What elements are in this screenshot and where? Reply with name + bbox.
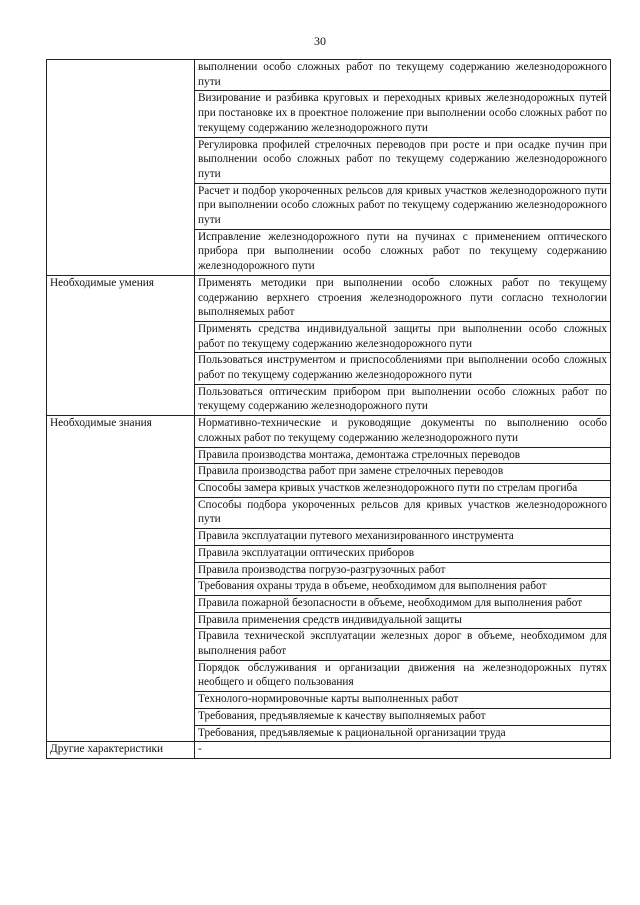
item-cell: Способы замера кривых участков железнодорожного пути по стрелам прогиба: [195, 480, 611, 497]
page-number: 30: [314, 34, 326, 48]
item-cell: Требования, предъявляемые к качеству выполняемых работ: [195, 708, 611, 725]
item-cell: Пользоваться инструментом и приспособлениями при выполнении особо сложных работ по текущему содержанию железнодорожного пути: [195, 353, 611, 384]
item-cell: Правила эксплуатации путевого механизированного инструмента: [195, 529, 611, 546]
item-cell: Правила применения средств индивидуальной защиты: [195, 612, 611, 629]
item-cell: -: [195, 742, 611, 759]
item-cell: Требования охраны труда в объеме, необходимом для выполнения работ: [195, 579, 611, 596]
item-cell: Способы подбора укороченных рельсов для кривых участков железнодорожного пути: [195, 497, 611, 528]
table-body: [47, 60, 611, 759]
item-cell: Пользоваться оптическим прибором при выполнении особо сложных работ по текущему содержанию железнодорожного пути: [195, 384, 611, 415]
item-cell: Правила производства погрузо-разгрузочных работ: [195, 562, 611, 579]
item-cell: Требования, предъявляемые к рациональной организации труда: [195, 725, 611, 742]
item-cell: Порядок обслуживания и организации движения на железнодорожных путях необщего и общего пользования: [195, 660, 611, 691]
item-cell: Визирование и разбивка круговых и переходных кривых железнодорожных путей при постановке их в проектное положение при выполнении особо сложных работ по текущему содержанию железнодорожного пути: [195, 91, 611, 137]
table-row: [47, 275, 611, 321]
section-label-cell: Необходимые знания: [47, 416, 195, 742]
item-cell: Правила производства работ при замене стрелочных переводов: [195, 464, 611, 481]
table-row: [47, 416, 611, 447]
section-label-cell: Необходимые умения: [47, 275, 195, 415]
section-label-cell: Другие характеристики: [47, 742, 195, 759]
item-cell: Технолого-нормировочные карты выполненных работ: [195, 692, 611, 709]
item-cell: Применять методики при выполнении особо сложных работ по текущему содержанию верхнего строения железнодорожного пути согласно технологии выполняемых работ: [195, 275, 611, 321]
item-cell: выполнении особо сложных работ по текущему содержанию железнодорожного пути: [195, 60, 611, 91]
item-cell: Применять средства индивидуальной защиты при выполнении особо сложных работ по текущему содержанию железнодорожного пути: [195, 321, 611, 352]
item-cell: Правила производства монтажа, демонтажа стрелочных переводов: [195, 447, 611, 464]
table-row: [47, 742, 611, 759]
item-cell: Исправление железнодорожного пути на пучинах с применением оптического прибора при выполнении особо сложных работ по текущему содержанию железнодорожного пути: [195, 229, 611, 275]
item-cell: Правила технической эксплуатации железных дорог в объеме, необходимом для выполнения работ: [195, 629, 611, 660]
section-label-cell: [47, 60, 195, 276]
labor-function-table: [46, 59, 611, 759]
item-cell: Расчет и подбор укороченных рельсов для кривых участков железнодорожного пути при выполнении особо сложных работ по текущему содержанию железнодорожного пути: [195, 183, 611, 229]
table-row: [47, 60, 611, 91]
item-cell: Правила пожарной безопасности в объеме, необходимом для выполнения работ: [195, 595, 611, 612]
item-cell: Регулировка профилей стрелочных переводов при росте и при осадке пучин при выполнении особо сложных работ по текущему содержанию железнодорожного пути: [195, 137, 611, 183]
item-cell: Правила эксплуатации оптических приборов: [195, 545, 611, 562]
item-cell: Нормативно-технические и руководящие документы по выполнению особо сложных работ по текущему содержанию железнодорожного пути: [195, 416, 611, 447]
